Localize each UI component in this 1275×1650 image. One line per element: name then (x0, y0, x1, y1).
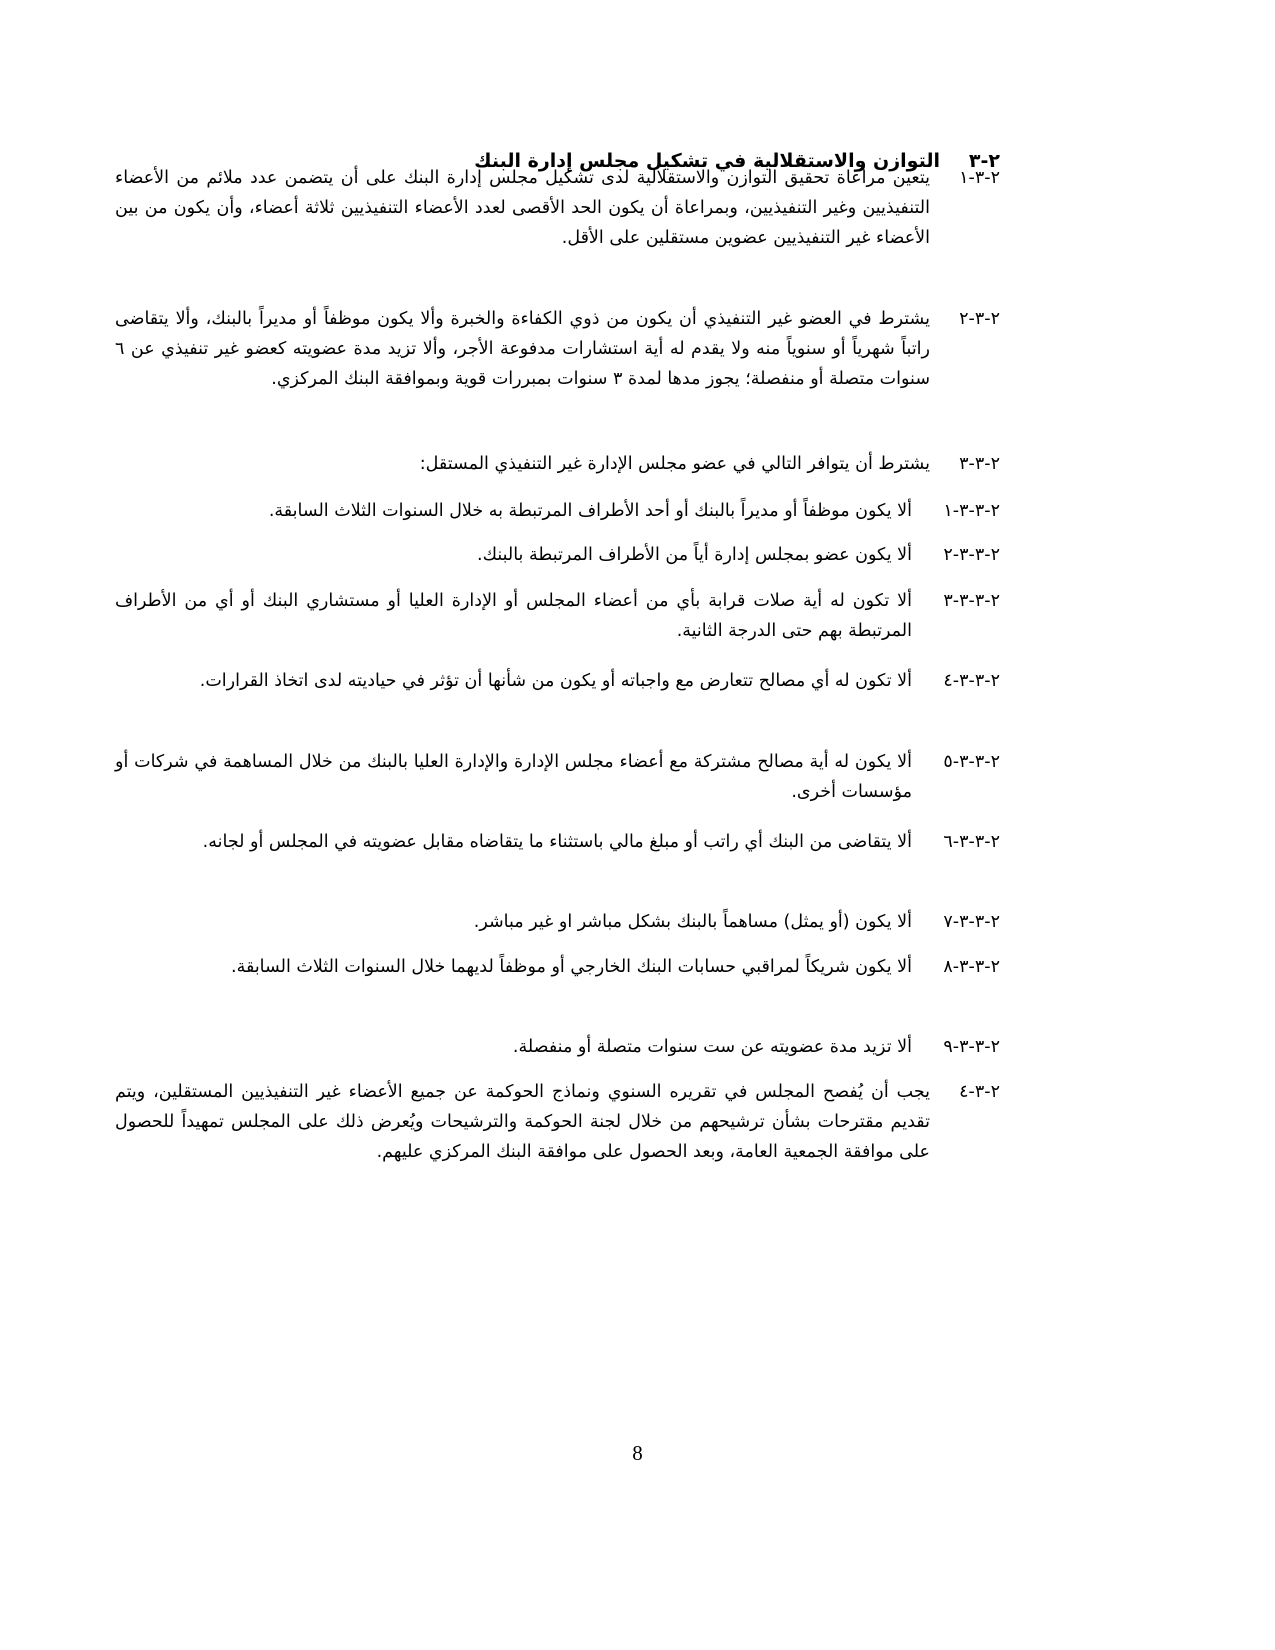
clause-text: يشترط في العضو غير التنفيذي أن يكون من ذوي الكفاءة والخبرة وألا يكون موظفاً أو مديراً بالبنك، وألا يتقاضى راتباً شهرياً أو سنوياً منه ولا يقدم له أية استشارات مدفوعة الأجر، وألا تزيد مدة عضويته كعضو غير تنفيذي عن ٦ سنوات متصلة أو منفصلة؛ يجوز مدها لمدة ٣ سنوات بمبررات قوية وبموافقة البنك المركزي. (115, 309, 930, 389)
clause-text: يتعين مراعاة تحقيق التوازن والاستقلالية لدى تشكيل مجلس إدارة البنك على أن يتضمن عدد ملائم من الأعضاء التنفيذيين وغير التنفيذيين، وبمراعاة أن يكون الحد الأقصى لعدد الأعضاء التنفيذيين ثلاثة أعضاء، وأن يكون من بين الأعضاء غير التنفيذيين عضوين مستقلين على الأقل. (115, 168, 930, 248)
subclause-text: ألا يتقاضى من البنك أي راتب أو مبلغ مالي باستثناء ما يتقاضاه مقابل عضويته في المجلس أو لجانه. (202, 832, 912, 852)
subclause-text: ألا يكون عضو بمجلس إدارة أياً من الأطراف المرتبطة بالبنك. (477, 545, 912, 565)
subclause-text: ألا يكون له أية مصالح مشتركة مع أعضاء مجلس الإدارة والإدارة العليا بالبنك من خلال المساهمة في شركات أو مؤسسات أخرى. (115, 752, 912, 802)
subclause-number: ٢-٣-٣-٩ (943, 1037, 1000, 1057)
subclause-number: ٢-٣-٣-٧ (943, 912, 1000, 932)
clause-2-3-1 (0, 163, 1000, 253)
subclause-number: ٢-٣-٣-٦ (943, 832, 1000, 852)
subclause-number: ٢-٣-٣-١ (943, 501, 1000, 521)
subclause-2-3-3-5 (0, 747, 1000, 807)
clause-number: ٢-٣-١ (959, 168, 1000, 188)
clause-2-3-4 (0, 1077, 1000, 1167)
subclause-text: ألا يكون موظفاً أو مديراً بالبنك أو أحد الأطراف المرتبطة به خلال السنوات الثلاث السابقة. (268, 501, 912, 521)
subclause-number: ٢-٣-٣-٨ (943, 957, 1000, 977)
clause-number: ٢-٣-٢ (959, 309, 1000, 329)
subclause-text: ألا يكون شريكاً لمراقبي حسابات البنك الخارجي أو موظفاً لديهما خلال السنوات الثلاث السابقة. (231, 957, 912, 977)
clause-number: ٢-٣-٣ (959, 454, 1000, 474)
subclause-number: ٢-٣-٣-٥ (943, 752, 1000, 772)
subclause-number: ٢-٣-٣-٤ (943, 671, 1000, 691)
clause-2-3-2 (0, 304, 1000, 394)
subclause-2-3-3-4 (0, 666, 1000, 696)
section-title: التوازن والاستقلالية في تشكيل مجلس إدارة البنك (474, 150, 940, 172)
subclause-2-3-3-9 (0, 1032, 1000, 1062)
clause-number: ٢-٣-٤ (959, 1082, 1000, 1102)
subclause-2-3-3-2 (0, 540, 1000, 570)
subclause-number: ٢-٣-٣-٣ (943, 591, 1000, 611)
subclause-2-3-3-3 (0, 586, 1000, 646)
subclause-text: ألا تكون له أية صلات قرابة بأي من أعضاء المجلس أو الإدارة العليا أو مستشاري البنك أو أي من الأطراف المرتبطة بهم حتى الدرجة الثانية. (115, 591, 912, 641)
clause-2-3-3 (0, 449, 1000, 479)
subclause-number: ٢-٣-٣-٢ (943, 545, 1000, 565)
clause-text: يشترط أن يتوافر التالي في عضو مجلس الإدارة غير التنفيذي المستقل: (419, 454, 930, 474)
subclause-text: ألا يكون (أو يمثل) مساهماً بالبنك بشكل مباشر او غير مباشر. (473, 912, 912, 932)
subclause-text: ألا تزيد مدة عضويته عن ست سنوات متصلة أو منفصلة. (512, 1037, 912, 1057)
subclause-text: ألا تكون له أي مصالح تتعارض مع واجباته أو يكون من شأنها أن تؤثر في حياديته لدى اتخاذ القرارات. (199, 671, 912, 691)
subclause-2-3-3-7 (0, 907, 1000, 937)
clause-text: يجب أن يُفصح المجلس في تقريره السنوي ونماذج الحوكمة عن جميع الأعضاء غير التنفيذيين المستقلين، ويتم تقديم مقترحات بشأن ترشيحهم من خلال لجنة الحوكمة والترشيحات ويُعرض ذلك على المجلس تمهيداً للحصول على موافقة الجمعية العامة، وبعد الحصول على موافقة البنك المركزي عليهم. (115, 1082, 930, 1162)
subclause-2-3-3-8 (0, 952, 1000, 982)
page-number: 8 (632, 1441, 643, 1465)
section-number: ٢-٣ (968, 150, 1000, 172)
subclause-2-3-3-1 (0, 496, 1000, 526)
subclause-2-3-3-6 (0, 827, 1000, 857)
